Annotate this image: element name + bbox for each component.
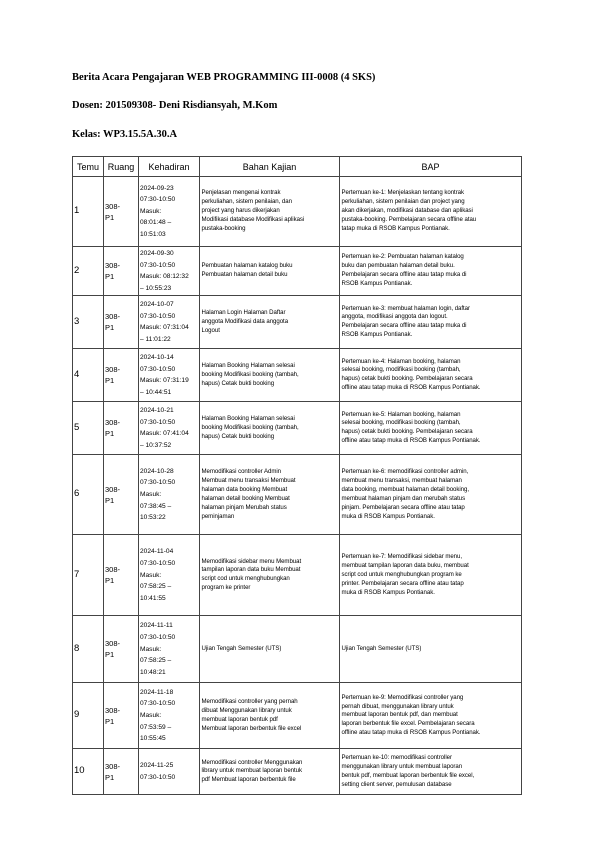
table-row [73, 247, 522, 296]
meeting-number-cell-text: 7 [74, 568, 80, 580]
room-cell-text: 308- P1 [105, 365, 121, 386]
topic-cell [200, 402, 340, 455]
topic-cell-text: Halaman Booking Halaman selesai booking Modifikasi booking (tambah, hapus) Cetak bukti booking [201, 415, 299, 440]
room-cell [104, 455, 139, 535]
topic-cell-text: Memodifikasi controller Admin Membuat menu transaksi Membuat halaman data booking Membuat halaman detail booking Membuat halaman pinjam Merubah status peminjaman [201, 468, 296, 520]
meeting-number-cell [73, 455, 104, 535]
bap-cell [340, 247, 522, 296]
bap-cell-text: Pertemuan ke-2: Pembuatan halaman katalog buku dan pembuatan halaman detail buku. Pembelajaran secara offline atau tatap muka di RSOB Kampus Pontianak. [341, 253, 467, 288]
table-row [73, 683, 522, 749]
table-row [73, 616, 522, 683]
meeting-number-cell [73, 247, 104, 296]
topic-cell-text: Halaman Login Halaman Daftar anggota Modifikasi data anggota Logout [201, 309, 289, 334]
room-cell [104, 402, 139, 455]
attendance-cell-text: 2024-09-30 07:30-10:50 Masuk: 08:12:32 – 10:55:23 [140, 250, 189, 292]
topic-cell [200, 683, 340, 749]
meeting-number-cell-text: 2 [74, 264, 80, 276]
topic-cell-text: Memodifikasi controller Menggunakan library untuk membuat laporan bentuk pdf Membuat laporan berbentuk file [201, 758, 303, 784]
table-row [73, 535, 522, 616]
room-cell-text: 308- P1 [105, 312, 121, 333]
topic-cell-text: Memodifikasi sidebar menu Membuat tampilan laporan data buku Membuat script cod untuk menghubungkan program ke printer [201, 557, 302, 592]
attendance-cell [139, 749, 200, 795]
column-header-bap: BAP [340, 157, 522, 177]
attendance-cell-text: 2024-11-18 07:30-10:50 Masuk: 07:53:59 – 10:55:45 [140, 688, 176, 743]
attendance-cell-text: 2024-11-04 07:30-10:50 Masuk: 07:58:25 – 10:41:55 [140, 548, 176, 602]
meeting-number-cell-text: 1 [74, 205, 80, 217]
table-row [73, 349, 522, 402]
topic-cell-text: Ujian Tengah Semester (UTS) [201, 644, 282, 652]
bap-cell-text: Pertemuan ke-1: Menjelaskan tentang kontrak perkuliahan, sistem penilaian dan project yang akan dikerjakan, modifikasi database dan aplikasi pustaka-booking. Pembelajaran secara offline atau tatap muka di RSOB Kampus Pontianak. [341, 189, 477, 232]
room-cell [104, 296, 139, 349]
attendance-cell-text: 2024-10-07 07:30-10:50 Masuk: 07:31:04 – 11:01:22 [140, 301, 189, 343]
topic-cell [200, 177, 340, 247]
attendance-cell [139, 683, 200, 749]
room-cell [104, 683, 139, 749]
column-header-meeting: Temu [73, 157, 104, 177]
meeting-number-cell [73, 402, 104, 455]
bap-cell-text: Pertemuan ke-4: Halaman booking, halaman selesai booking, modifikasi booking (tambah, hapus) cetak bukti booking. Pembelajaran secara offline atau tatap muka di RSOB Kampus Pontianak. [341, 357, 481, 392]
attendance-cell [139, 535, 200, 616]
room-cell-text: 308- P1 [105, 418, 121, 439]
table-row [73, 296, 522, 349]
meeting-number-cell-text: 4 [74, 368, 80, 380]
room-cell [104, 177, 139, 247]
meeting-number-cell [73, 177, 104, 247]
bap-cell [340, 535, 522, 616]
meeting-number-cell [73, 296, 104, 349]
meeting-number-cell-text: 10 [74, 765, 85, 777]
bap-cell-text: Pertemuan ke-7: Memodifikasi sidebar menu, membuat tampilan laporan data buku, membuat script cod untuk menghubungkan program ke printer. Pembelajaran secara offline atau tatap muka di RSOB Kampus Pontianak. [341, 553, 469, 596]
bap-cell [340, 455, 522, 535]
meeting-number-cell-text: 6 [74, 488, 80, 500]
table-row [73, 455, 522, 535]
meeting-number-cell [73, 616, 104, 683]
attendance-cell-text: 2024-11-11 07:30-10:50 Masuk: 07:58:25 – 10:48:21 [140, 622, 176, 676]
table-row [73, 749, 522, 795]
attendance-cell [139, 402, 200, 455]
bap-cell-text: Pertemuan ke-3: membuat halaman login, daftar anggota, modifikasi anggota dan logout. Pembelajaran secara offline atau tatap muka di RSOB Kampus Pontianak. [341, 304, 470, 339]
attendance-cell [139, 455, 200, 535]
bap-cell [340, 349, 522, 402]
room-cell-text: 308- P1 [105, 761, 121, 782]
topic-cell [200, 349, 340, 402]
room-cell-text: 308- P1 [105, 565, 121, 586]
column-header-topic: Bahan Kajian [200, 157, 340, 177]
table-header-row [73, 157, 522, 177]
bap-cell-text: Pertemuan ke-6: memodifikasi controller admin, membuat menu transaksi, membuat halaman data booking, membuat halaman detail booking, membuat halaman pinjam dan merubah status pinjam. Pembelajaran secara offline atau tatap muka di RSOB Kampus Pontianak. [341, 468, 469, 520]
meeting-number-cell [73, 535, 104, 616]
room-cell-text: 308- P1 [105, 639, 121, 660]
topic-cell [200, 455, 340, 535]
column-header-room: Ruang [104, 157, 139, 177]
room-cell [104, 349, 139, 402]
topic-cell-text: Pembuatan halaman katalog buku Pembuatan halaman detail buku [201, 262, 293, 279]
meeting-number-cell-text: 8 [74, 642, 80, 654]
room-cell [104, 535, 139, 616]
lecturer-line: Dosen: 201509308- Deni Risdiansyah, M.Kom [72, 100, 278, 111]
bap-cell-text: Pertemuan ke-5: Halaman booking, halaman selesai booking, modifikasi booking (tambah, hapus) cetak bukti booking. Pembelajaran secara offline atau tatap muka di RSOB Kampus Pontianak. [341, 410, 481, 445]
document-title: Berita Acara Pengajaran WEB PROGRAMMING III-0008 (4 SKS) [72, 72, 376, 83]
bap-cell-text: Pertemuan ke-10: memodifikasi controller menggunakan library untuk membuat laporan bentuk pdf, membuat laporan berbentuk file excel, setting client server, pemulusan database [341, 754, 475, 788]
attendance-cell-text: 2024-11-25 07:30-10:50 [140, 762, 176, 781]
topic-cell [200, 296, 340, 349]
bap-cell [340, 749, 522, 795]
meeting-number-cell [73, 749, 104, 795]
room-cell-text: 308- P1 [105, 261, 121, 282]
room-cell-text: 308- P1 [105, 484, 121, 505]
meeting-number-cell [73, 349, 104, 402]
bap-cell [340, 296, 522, 349]
attendance-cell [139, 177, 200, 247]
room-cell-text: 308- P1 [105, 705, 121, 726]
column-header-attendance: Kehadiran [139, 157, 200, 177]
meeting-number-cell-text: 9 [74, 709, 80, 721]
bap-cell [340, 402, 522, 455]
table-row [73, 177, 522, 247]
attendance-cell [139, 349, 200, 402]
bap-cell [340, 616, 522, 683]
bap-cell-text: Pertemuan ke-9: Memodifikasi controller yang pernah dibuat, menggunakan library untuk membuat laporan bentuk pdf, dan membuat laporan berbentuk file excel. Pembelajaran secara offline atau tatap muka di RSOB Kampus Pontianak. [341, 693, 481, 737]
meeting-number-cell-text: 5 [74, 421, 80, 433]
room-cell [104, 616, 139, 683]
room-cell [104, 749, 139, 795]
room-cell-text: 308- P1 [105, 201, 121, 222]
topic-cell [200, 616, 340, 683]
topic-cell [200, 247, 340, 296]
class-line: Kelas: WP3.15.5A.30.A [72, 129, 178, 140]
meeting-number-cell [73, 683, 104, 749]
attendance-cell-text: 2024-10-21 07:30-10:50 Masuk: 07:41:04 – 10:37:52 [140, 407, 189, 449]
attendance-cell [139, 616, 200, 683]
topic-cell-text: Penjelasan mengenai kontrak perkuliahan, sistem penilaian, dan project yang harus dikerjakan Modifikasi database Modifikasi aplikasi pustaka-booking [201, 189, 305, 232]
room-cell [104, 247, 139, 296]
bap-cell [340, 177, 522, 247]
attendance-cell-text: 2024-10-14 07:30-10:50 Masuk: 07:31:19 – 10:44:51 [140, 354, 189, 396]
topic-cell-text: Memodifikasi controller yang pernah dibuat Menggunakan library untuk membuat laporan bentuk pdf Membuat laporan berbentuk file excel [201, 698, 302, 732]
meeting-number-cell-text: 3 [74, 315, 80, 327]
attendance-cell [139, 296, 200, 349]
topic-cell [200, 749, 340, 795]
attendance-cell-text: 2024-09-23 07:30-10:50 Masuk: 08:01:48 – 10:51:03 [140, 184, 176, 238]
topic-cell [200, 535, 340, 616]
topic-cell-text: Halaman Booking Halaman selesai booking Modifikasi booking (tambah, hapus) Cetak bukti booking [201, 362, 299, 387]
attendance-cell [139, 247, 200, 296]
bap-cell-text: Ujian Tengah Semester (UTS) [341, 644, 422, 652]
bap-cell [340, 683, 522, 749]
table-row [73, 402, 522, 455]
attendance-cell-text: 2024-10-28 07:30-10:50 Masuk: 07:38:45 – 10:53:22 [140, 467, 176, 522]
teaching-log-table [72, 156, 522, 795]
